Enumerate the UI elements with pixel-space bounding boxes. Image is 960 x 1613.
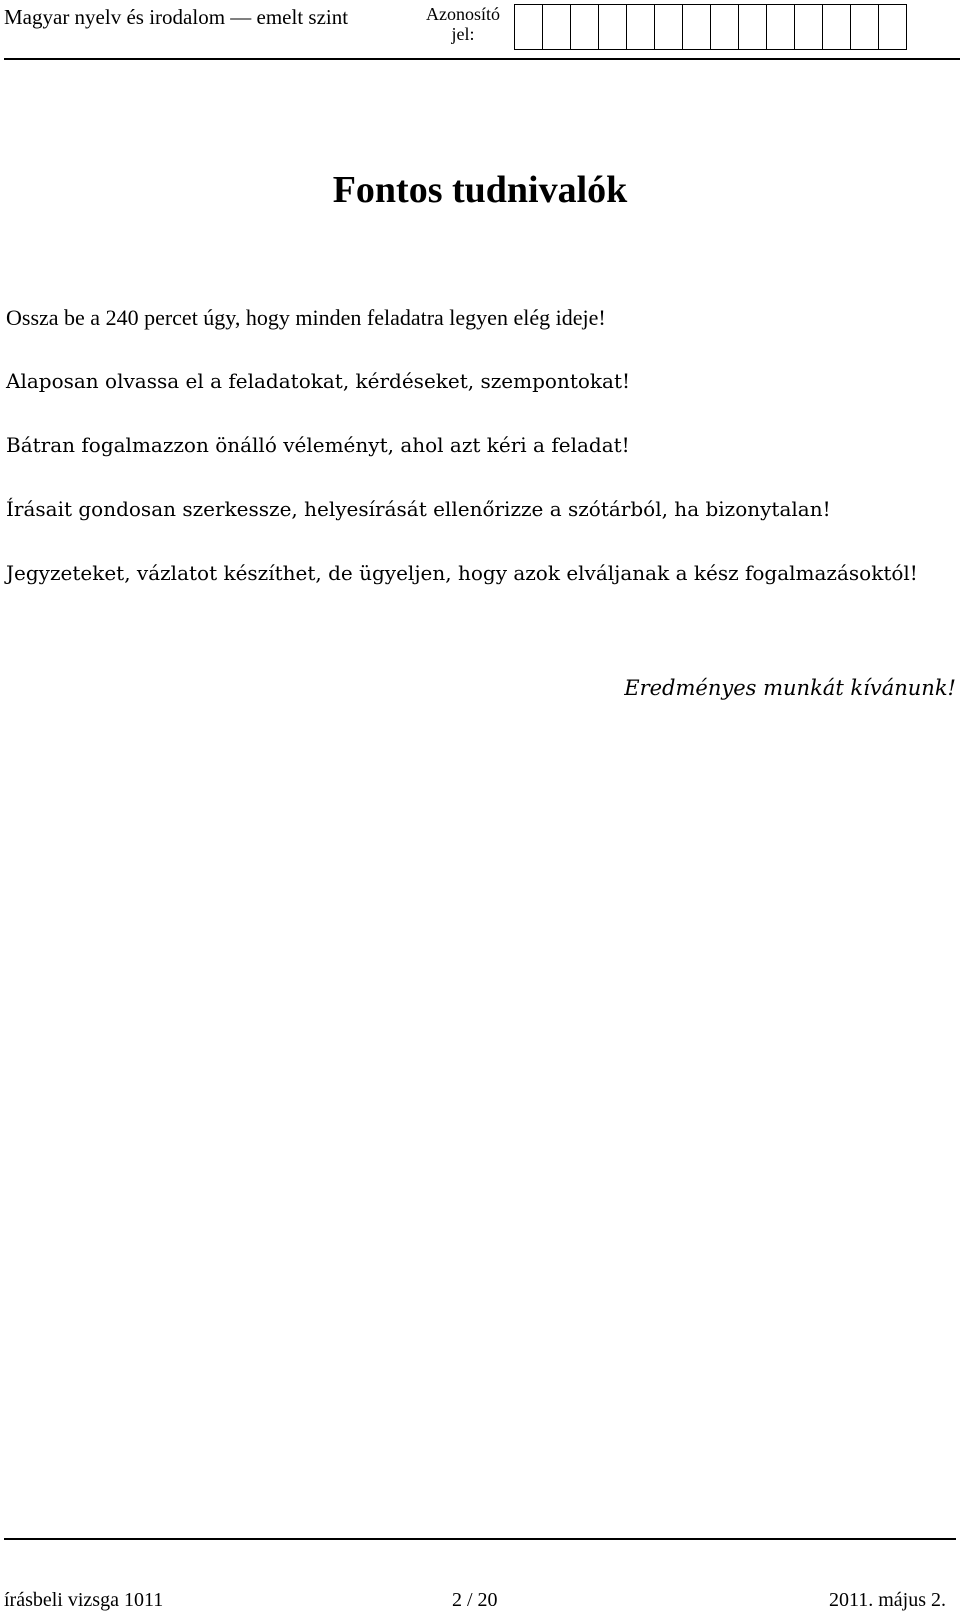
- page-number: 2 / 20: [452, 1589, 498, 1611]
- id-code-box: [515, 4, 543, 50]
- page-heading: Fontos tudnivalók: [332, 169, 628, 211]
- id-code-box: [599, 4, 627, 50]
- instruction-item: Bátran fogalmazzon önálló véleményt, ahol azt kéri a feladat!: [6, 433, 630, 457]
- id-code-box: [655, 4, 683, 50]
- instruction-item: Írásait gondosan szerkessze, helyesírását ellenőrizze a szótárból, ha bizonytalan!: [6, 497, 831, 521]
- id-code-boxes: [514, 4, 907, 50]
- instruction-list: [6, 303, 946, 623]
- closing-wish: Eredményes munkát kívánunk!: [624, 676, 956, 700]
- page-footer: [4, 1538, 956, 1610]
- id-code-box: [823, 4, 851, 50]
- id-label: Azonosító jel:: [426, 4, 500, 44]
- id-code-box: [571, 4, 599, 50]
- id-code-box: [767, 4, 795, 50]
- instruction-item: Jegyzeteket, vázlatot készíthet, de ügyeljen, hogy azok elváljanak a kész fogalmazásoktól!: [6, 561, 918, 585]
- id-code-box: [711, 4, 739, 50]
- instruction-item: Ossza be a 240 percet úgy, hogy minden feladatra legyen elég ideje!: [6, 305, 606, 330]
- exam-code: írásbeli vizsga 1011: [4, 1589, 164, 1611]
- id-code-box: [739, 4, 767, 50]
- instruction-item: Alaposan olvassa el a feladatokat, kérdéseket, szempontokat!: [6, 369, 631, 393]
- exam-date: 2011. május 2.: [828, 1589, 946, 1611]
- id-code-box: [795, 4, 823, 50]
- id-code-box: [683, 4, 711, 50]
- id-code-box: [627, 4, 655, 50]
- page-header: [4, 0, 960, 60]
- id-code-box: [543, 4, 571, 50]
- exam-title: Magyar nyelv és irodalom — emelt szint: [4, 5, 349, 29]
- id-code-box: [879, 4, 907, 50]
- id-code-box: [851, 4, 879, 50]
